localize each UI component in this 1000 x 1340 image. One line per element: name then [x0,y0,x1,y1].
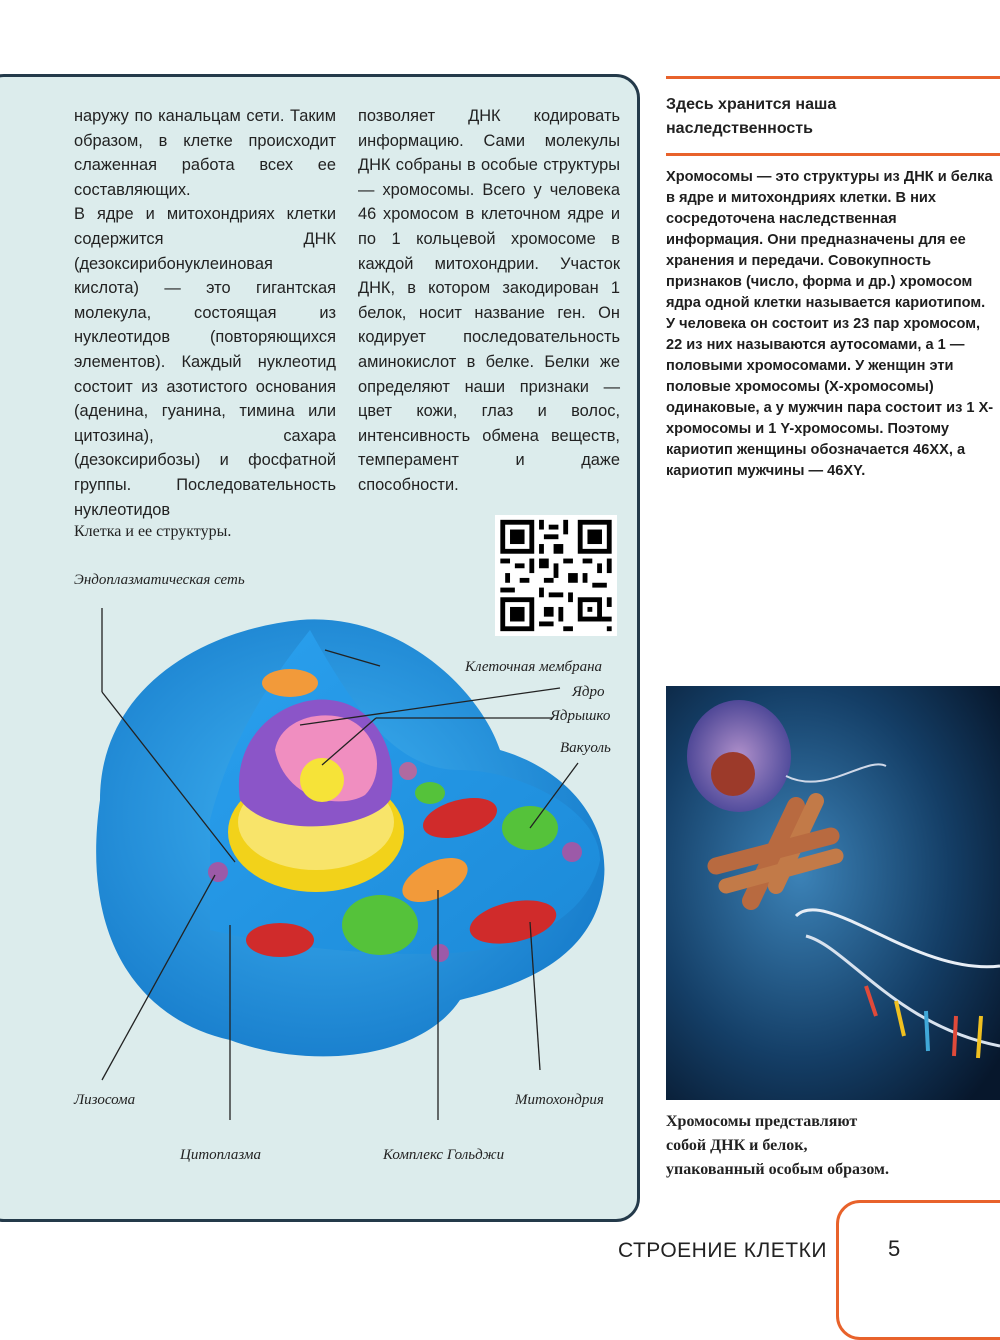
text-column-2 [358,104,620,498]
label-vacuole: Вакуоль [560,740,611,756]
paragraph: наружу по канальцам сети. Таким образом, в клетке происходит слаженная работа всех ее составляющих. [74,107,336,199]
paragraph: В ядре и митохондриях клетки содержится ДНК (дезоксирибонуклеиновая кислота) — это гигантская молекула, состоящая из нуклеотидов (повторяющихся элементов). Каждый нуклеотид состоит из азотистого основания (аденина, гуанина, тимина или цитозина), сахара (дезоксирибозы) и фосфатной группы. Последовательность нуклеотидов [74,205,336,519]
cell-illustration [60,600,660,1120]
label-nucleus: Ядро [572,684,605,700]
paragraph: позволяет ДНК кодировать информацию. Сами молекулы ДНК собраны в особые структуры — хромосомы. Всего у человека 46 хромосом в клеточном ядре и по 1 кольцевой хромосоме в каждой митохондрии. Участок ДНК, в котором закодирован 1 белок, носит название ген. Он кодирует последовательность аминокислот в белке. Белки же определяют наши признаки — цвет кожи, глаз и волос, интенсивность обмена веществ, темперамент и даже способности. [358,107,620,494]
text-column-1 [74,104,336,522]
section-title: СТРОЕНИЕ КЛЕТКИ [618,1239,827,1262]
label-lysosome: Лизосома [74,1092,136,1108]
label-cytoplasm: Цитоплазма [180,1147,261,1163]
label-mitochondrion: Митохондрия [515,1092,604,1108]
sidebar-heading-box [666,76,1000,156]
label-golgi: Комплекс Гольджи [383,1147,505,1163]
label-nucleolus: Ядрышко [550,708,611,724]
photo-caption: Хромосомы представляют собой ДНК и белок, упакованный особым образом. [666,1113,889,1178]
figure-title: Клетка и ее структуры. [74,523,232,540]
label-er: Эндоплазматическая сеть [74,572,245,588]
page-number-tab [836,1200,1000,1340]
page-number: 5 [888,1236,901,1261]
sidebar-body: Хромосомы — это структуры из ДНК и белка в ядре и митохондриях клетки. В них сосредоточена наследственная информация. Они предназначены для ее хранения и передачи. Совокупность признаков (число, форма и др.) хромосом ядра одной клетки называется кариотипом. У человека он состоит из 23 пар хромосом, 22 из них называются аутосомами, а 1 — половыми хромосомами. У женщин эти половые хромосомы (Х-хромосомы) одинаковые, а у мужчин пара состоит из 1 Х-хромосомы и 1 Y-хромосомы. Поэтому кариотип женщины обозначается 46XX, а кариотип мужчины — 46XY. [666,169,994,479]
sidebar-heading: Здесь хранится наша наследственность [666,96,837,137]
chromosome-photo [666,686,1000,1100]
label-membrane: Клеточная мембрана [465,659,603,675]
